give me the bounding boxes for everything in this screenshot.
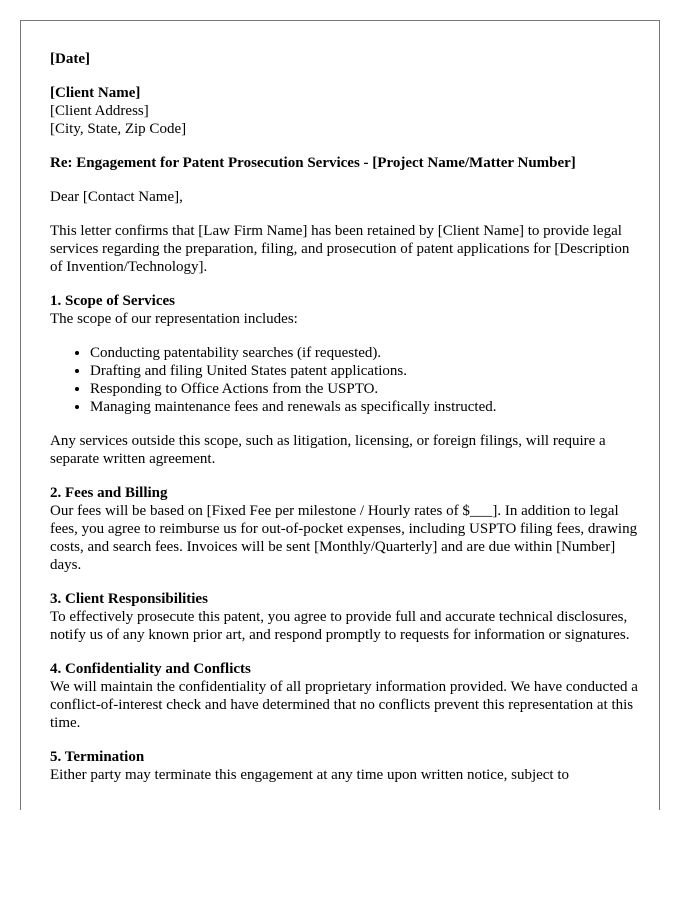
section-fees <box>50 484 640 574</box>
client-address-block <box>50 84 640 138</box>
letter-content <box>50 50 640 800</box>
section-title: 1. Scope of Services <box>50 293 175 309</box>
salutation: Dear [Contact Name], <box>50 189 183 205</box>
section-title: 5. Termination <box>50 749 145 765</box>
section-body: To effectively prosecute this patent, you agree to provide full and accurate technical disclosures, notify us of any known prior art, and respond promptly to requests for information or signatures. <box>50 609 630 643</box>
list-item: • Drafting and filing United States patent applications. <box>90 362 640 380</box>
client-name: [Client Name] <box>50 85 141 101</box>
list-item: • Responding to Office Actions from the USPTO. <box>90 380 640 398</box>
section-body: We will maintain the confidentiality of all proprietary information provided. We have conducted a conflict-of-interest check and have determined that no conflicts prevent this representation at this time. <box>50 679 638 731</box>
section-body: Either party may terminate this engagement at any time upon written notice, subject to <box>50 767 570 783</box>
section-client-responsibilities <box>50 590 640 644</box>
scope-exclusions: Any services outside this scope, such as litigation, licensing, or foreign filings, will require a separate written agreement. <box>50 433 606 467</box>
list-item: • Conducting patentability searches (if requested). <box>90 344 640 362</box>
scope-list <box>50 344 640 416</box>
section-scope <box>50 292 640 468</box>
client-city-state-zip: [City, State, Zip Code] <box>50 121 187 137</box>
intro-paragraph: This letter confirms that [Law Firm Name] has been retained by [Client Name] to provide legal services regarding the preparation, filing, and prosecution of patent applications for [Description of Invention/Technology]. <box>50 223 630 275</box>
re-line: Re: Engagement for Patent Prosecution Services - [Project Name/Matter Number] <box>50 155 576 171</box>
section-body: The scope of our representation includes: <box>50 311 298 327</box>
section-body: Our fees will be based on [Fixed Fee per milestone / Hourly rates of $___]. In addition to legal fees, you agree to reimburse us for out-of-pocket expenses, including USPTO filing fees, drawing costs, and search fees. Invoices will be sent [Monthly/Quarterly] and are due within [Number] days. <box>50 503 638 573</box>
date-line: [Date] <box>50 51 90 67</box>
section-termination <box>50 748 640 784</box>
section-title: 3. Client Responsibilities <box>50 591 208 607</box>
section-title: 4. Confidentiality and Conflicts <box>50 661 251 677</box>
list-item: • Managing maintenance fees and renewals as specifically instructed. <box>90 398 640 416</box>
client-address: [Client Address] <box>50 103 149 119</box>
letter-page <box>20 20 660 810</box>
section-title: 2. Fees and Billing <box>50 485 168 501</box>
section-confidentiality <box>50 660 640 732</box>
